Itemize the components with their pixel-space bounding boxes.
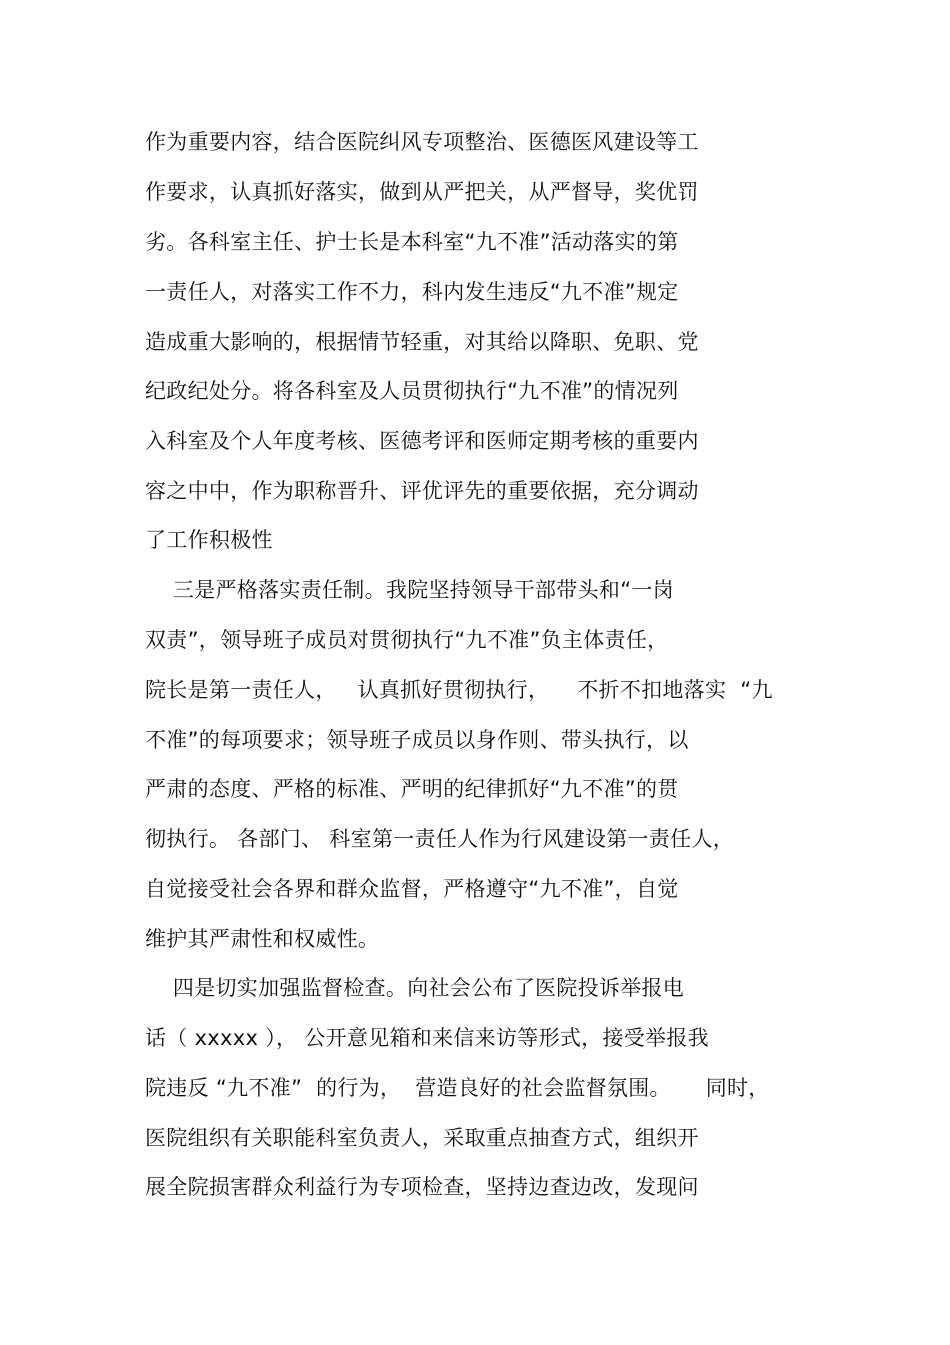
- text-line: 作要求，认真抓好落实，做到从严把关，从严督导，奖优罚: [145, 180, 699, 204]
- text-line: 容之中中，作为职称晋升、评优评先的重要依据，充分调动: [145, 479, 699, 503]
- text-line: 院长是第一责任人， 认真抓好贯彻执行， 不折不扣地落实 “九: [145, 678, 773, 702]
- text-line: 维护其严肃性和权威性。: [145, 927, 380, 951]
- text-line: 医院组织有关职能科室负责人，采取重点抽查方式，组织开: [145, 1126, 699, 1150]
- text-line: 彻执行。 各部门、 科室第一责任人作为行风建设第一责任人，: [145, 827, 735, 851]
- text-line: 作为重要内容，结合医院纠风专项整治、医德医风建设等工: [145, 130, 699, 154]
- paragraph-start-line: 四是切实加强监督检查。向社会公布了医院投诉举报电: [145, 976, 685, 1000]
- text-line: 话（ xxxxx ）， 公开意见箱和来信来访等形式，接受举报我: [145, 1026, 709, 1050]
- text-line: 入科室及个人年度考核、医德考评和医师定期考核的重要内: [145, 429, 699, 453]
- text-line: 劣。各科室主任、护士长是本科室“九不准”活动落实的第: [145, 230, 679, 254]
- text-line: 纪政纪处分。将各科室及人员贯彻执行“九不准”的情况列: [145, 379, 679, 403]
- text-line: 造成重大影响的，根据情节轻重，对其给以降职、免职、党: [145, 330, 699, 354]
- text-line: 双责”，领导班子成员对贯彻执行“九不准”负主体责任，: [145, 628, 669, 652]
- text-line: 了工作积极性: [145, 528, 273, 552]
- text-line: 院违反 “九不准” 的行为， 营造良好的社会监督氛围。 同时，: [145, 1076, 770, 1100]
- text-line: 展全院损害群众利益行为专项检查，坚持边查边改，发现问: [145, 1175, 699, 1199]
- paragraph-start-line: 三是严格落实责任制。我院坚持领导干部带头和“一岗: [145, 578, 674, 602]
- text-line: 一责任人，对落实工作不力，科内发生违反“九不准”规定: [145, 280, 679, 304]
- text-line: 不准”的每项要求；领导班子成员以身作则、带头执行，以: [145, 728, 689, 752]
- text-line: 严肃的态度、严格的标准、严明的纪律抓好“九不准”的贯: [145, 777, 679, 801]
- text-line: 自觉接受社会各界和群众监督，严格遵守“九不准”，自觉: [145, 877, 679, 901]
